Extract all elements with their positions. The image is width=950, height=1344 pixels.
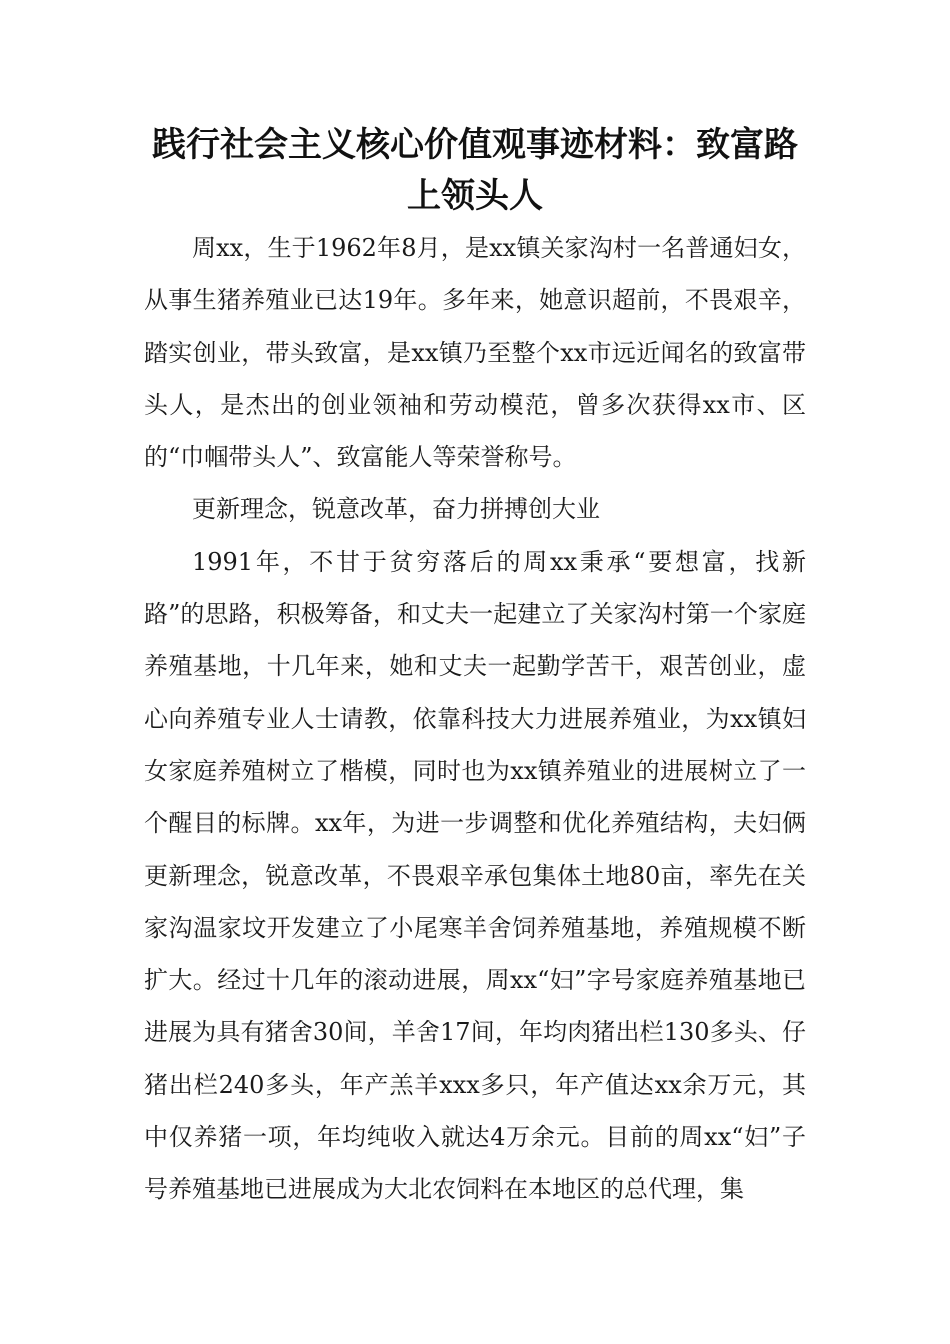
section-heading: 更新理念，锐意改革，奋力拼搏创大业: [192, 495, 600, 524]
document-body: [144, 222, 806, 1216]
paragraph-history: 1991年，不甘于贫穷落后的周xx秉承“要想富，找新路”的思路，积极筹备，和丈夫一起建立了关家沟村第一个家庭养殖基地，十几年来，她和丈夫一起勤学苦干，艰苦创业，虚心向养殖专业人士请教，依靠科技大力进展养殖业，为xx镇妇女家庭养殖树立了楷模，同时也为xx镇养殖业的进展树立了一个醒目的标牌。xx年，为进一步调整和优化养殖结构，夫妇俩更新理念，锐意改革，不畏艰辛承包集体土地80亩，率先在关家沟温家坟开发建立了小尾寒羊舍饲养殖基地，养殖规模不断扩大。经过十几年的滚动进展，周xx“妇”字号家庭养殖基地已进展为具有猪舍30间，羊舍17间，年均肉猪出栏130多头、仔猪出栏240多头，年产羔羊xxx多只，年产值达xx余万元，其中仅养猪一项，年均纯收入就达4万余元。目前的周xx“妇”子号养殖基地已进展成为大北农饲料在本地区的总代理，集: [144, 547, 806, 1204]
paragraph-intro: 周xx，生于1962年8月，是xx镇关家沟村一名普通妇女，从事生猪养殖业已达19年。多年来，她意识超前，不畏艰辛，踏实创业，带头致富，是xx镇乃至整个xx市远近闻名的致富带头人，是杰出的创业领袖和劳动模范，曾多次获得xx市、区的“巾帼带头人”、致富能人等荣誉称号。: [144, 234, 806, 472]
document-title: 践行社会主义核心价值观事迹材料：致富路上领头人: [152, 125, 798, 216]
